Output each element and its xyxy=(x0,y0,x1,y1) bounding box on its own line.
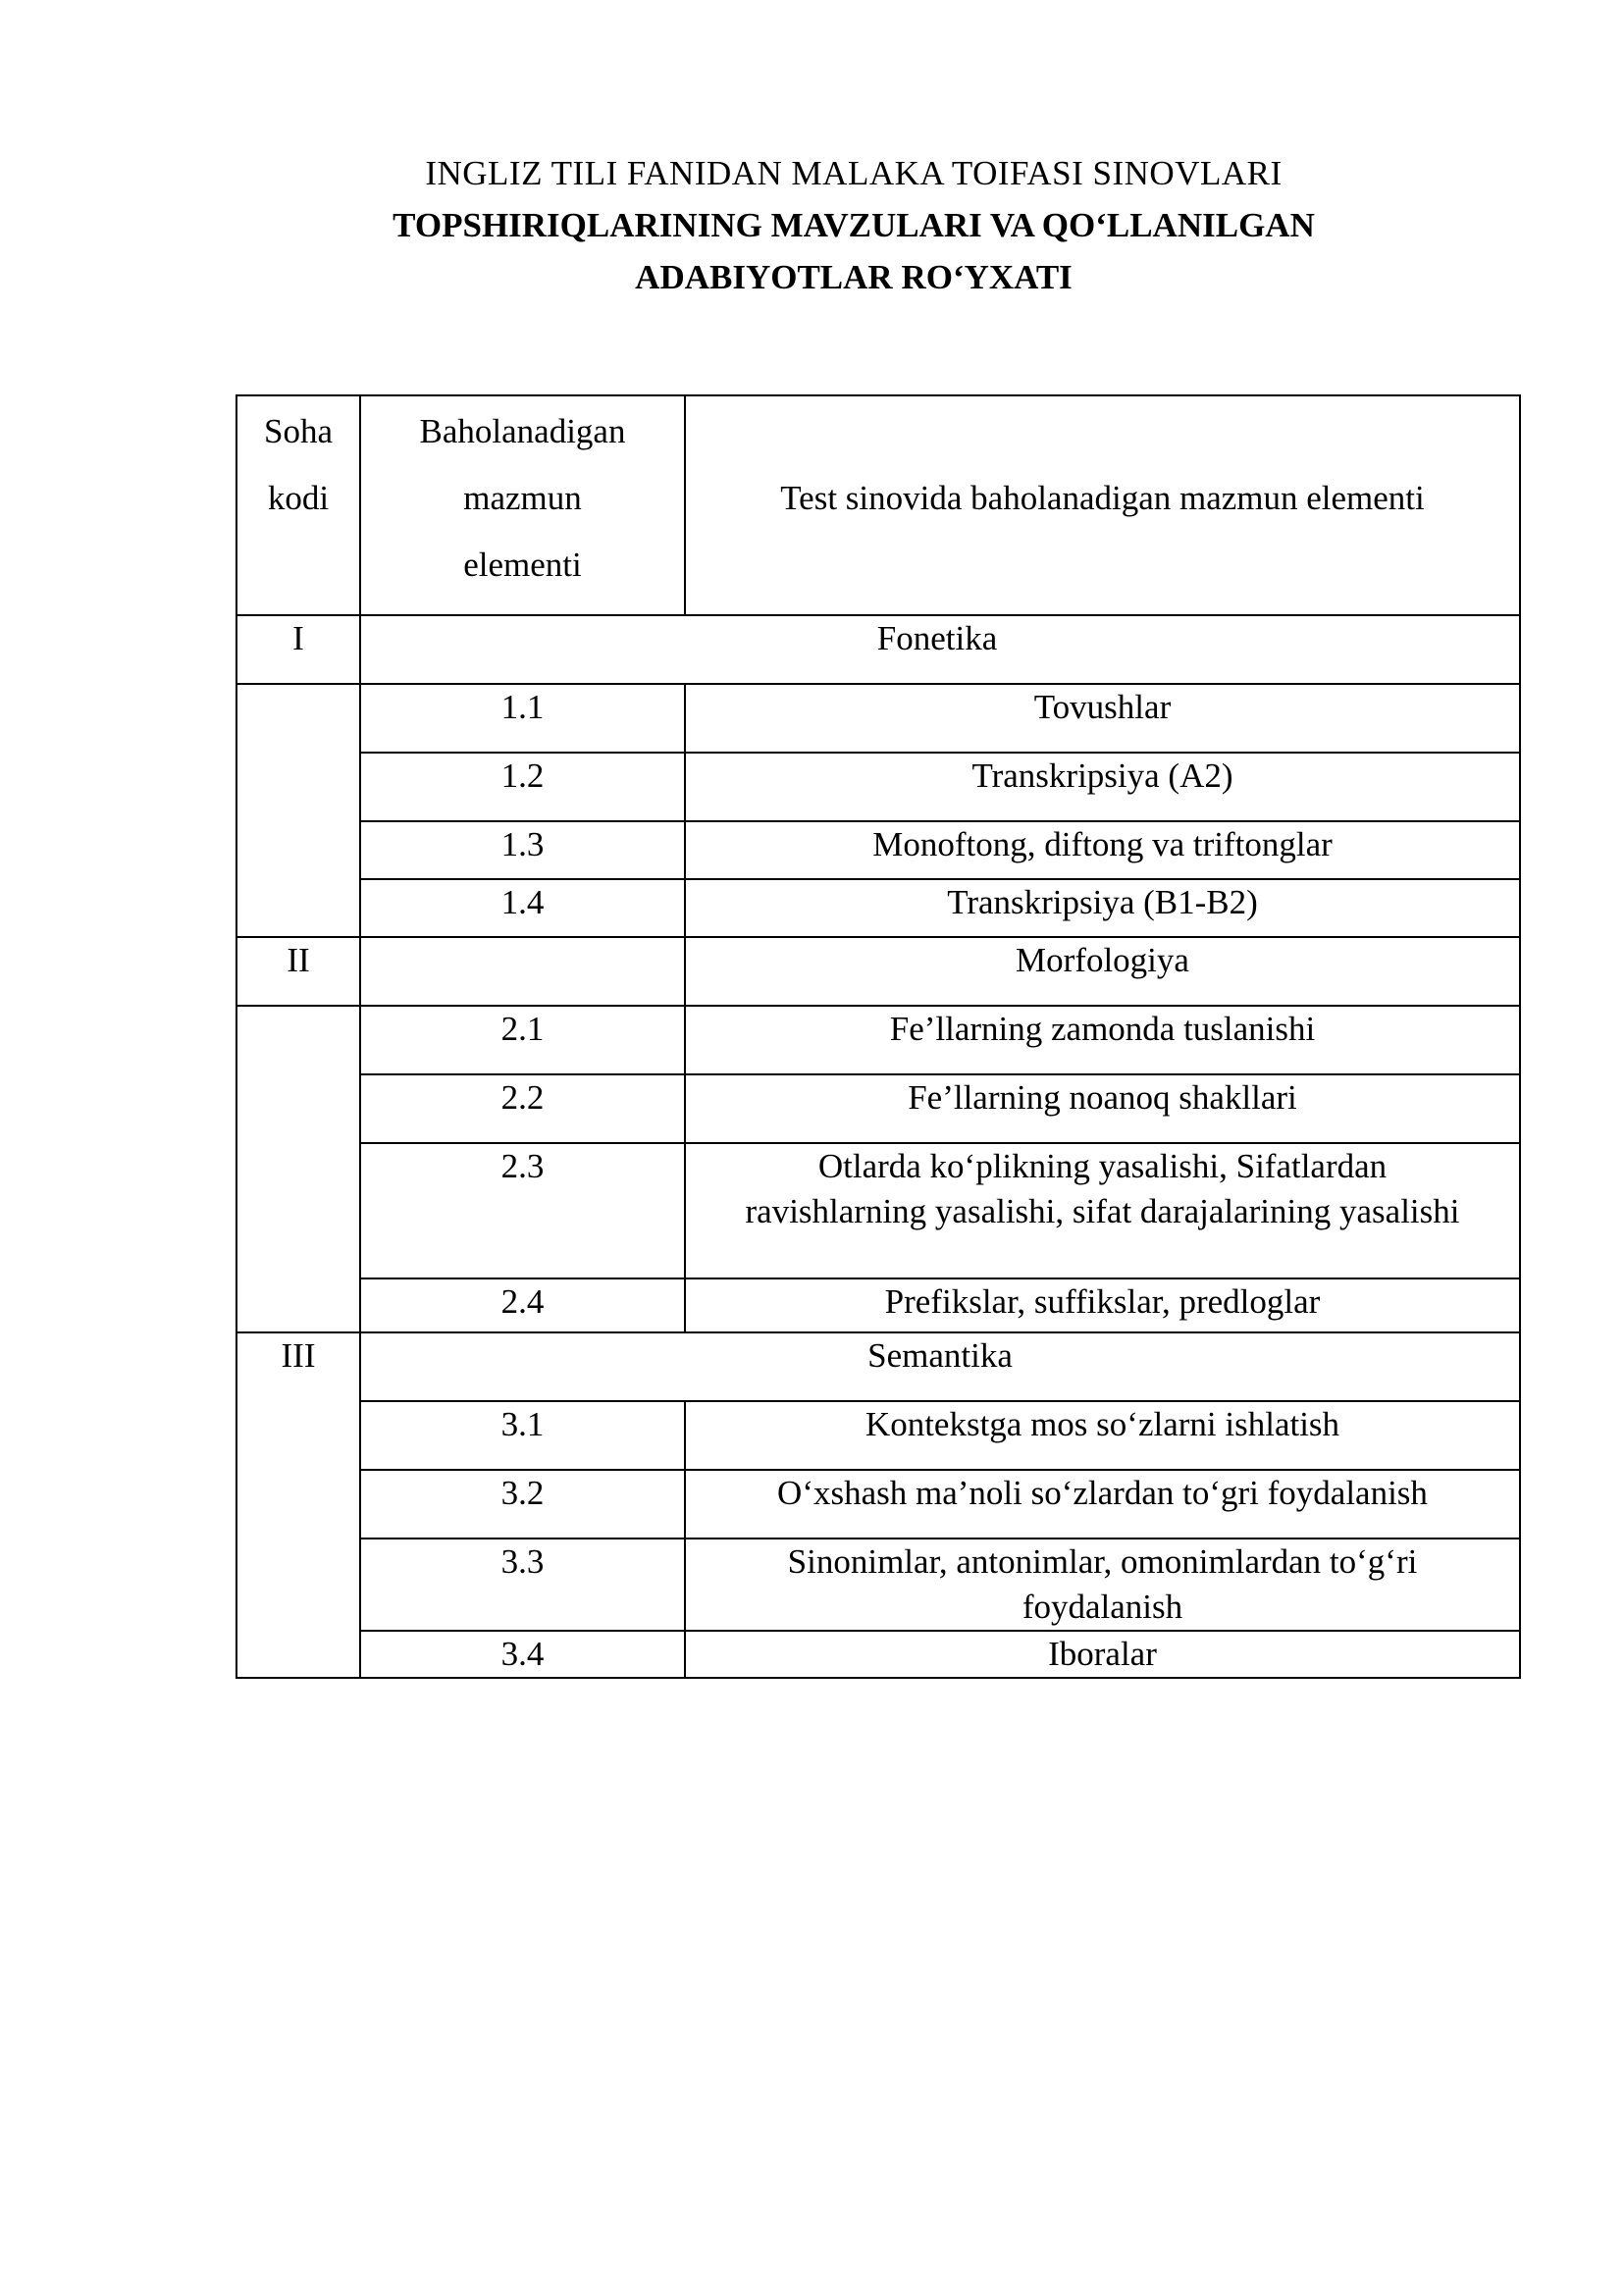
table-row xyxy=(236,1143,1520,1278)
item-code: 2.1 xyxy=(360,1006,685,1074)
section-code: III xyxy=(236,1332,360,1678)
item-code: 1.3 xyxy=(360,821,685,879)
header-content-element: Baholanadigan mazmun elementi xyxy=(360,395,685,615)
item-text: Sinonimlar, antonimlar, omonimlardan to‘g‘ri foydalanish xyxy=(685,1539,1520,1631)
item-code: 3.4 xyxy=(360,1631,685,1678)
section-title: Semantika xyxy=(360,1332,1520,1401)
table-row xyxy=(236,753,1520,821)
table-row xyxy=(236,821,1520,879)
section-code-empty xyxy=(236,684,360,937)
section-code-empty xyxy=(236,1006,360,1332)
item-text: Transkripsiya (A2) xyxy=(685,753,1520,821)
item-text: Otlarda ko‘plikning yasalishi, Sifatlardan ravishlarning yasalishi, sifat darajalarining yasalishi xyxy=(685,1143,1520,1278)
item-code: 2.3 xyxy=(360,1143,685,1278)
title-line-3: ADABIYOTLAR RO‘YXATI xyxy=(635,258,1073,296)
table-row xyxy=(236,1278,1520,1332)
section-code: I xyxy=(236,615,360,684)
item-text: Monoftong, diftong va triftonglar xyxy=(685,821,1520,879)
item-text: O‘xshash ma’noli so‘zlardan to‘gri foydalanish xyxy=(685,1470,1520,1539)
table-row xyxy=(236,1006,1520,1074)
table-row xyxy=(236,684,1520,753)
item-code: 2.2 xyxy=(360,1074,685,1143)
item-text: Transkripsiya (B1-B2) xyxy=(685,879,1520,937)
item-code: 2.4 xyxy=(360,1278,685,1332)
title-line-1: INGLIZ TILI FANIDAN MALAKA TOIFASI SINOVLARI xyxy=(425,154,1283,192)
item-code: 3.3 xyxy=(360,1539,685,1631)
item-text: Fe’llarning zamonda tuslanishi xyxy=(685,1006,1520,1074)
header-area-code: Soha kodi xyxy=(236,395,360,615)
item-code: 1.4 xyxy=(360,879,685,937)
section-title: Fonetika xyxy=(360,615,1520,684)
table-row xyxy=(236,879,1520,937)
item-code: 1.1 xyxy=(360,684,685,753)
section-row-semantika xyxy=(236,1332,1520,1401)
title-line-2: TOPSHIRIQLARINING MAVZULARI VA QO‘LLANILGAN xyxy=(393,206,1315,244)
header-test-element: Test sinovida baholanadigan mazmun elementi xyxy=(685,395,1520,615)
item-text: Iboralar xyxy=(685,1631,1520,1678)
item-text: Kontekstga mos so‘zlarni ishlatish xyxy=(685,1401,1520,1470)
section-empty xyxy=(360,937,685,1006)
table-header-row xyxy=(236,395,1520,615)
item-code: 3.2 xyxy=(360,1470,685,1539)
table-row xyxy=(236,1401,1520,1470)
item-code: 1.2 xyxy=(360,753,685,821)
section-row-fonetika xyxy=(236,615,1520,684)
document-title xyxy=(0,147,1624,303)
table-row xyxy=(236,1539,1520,1631)
item-text: Tovushlar xyxy=(685,684,1520,753)
item-text: Fe’llarning noanoq shakllari xyxy=(685,1074,1520,1143)
section-title: Morfologiya xyxy=(685,937,1520,1006)
section-code: II xyxy=(236,937,360,1006)
table-row xyxy=(236,1470,1520,1539)
table-row xyxy=(236,1074,1520,1143)
table-row xyxy=(236,1631,1520,1678)
section-row-morfologiya xyxy=(236,937,1520,1006)
topics-table xyxy=(236,394,1521,1679)
item-code: 3.1 xyxy=(360,1401,685,1470)
item-text: Prefikslar, suffikslar, predloglar xyxy=(685,1278,1520,1332)
